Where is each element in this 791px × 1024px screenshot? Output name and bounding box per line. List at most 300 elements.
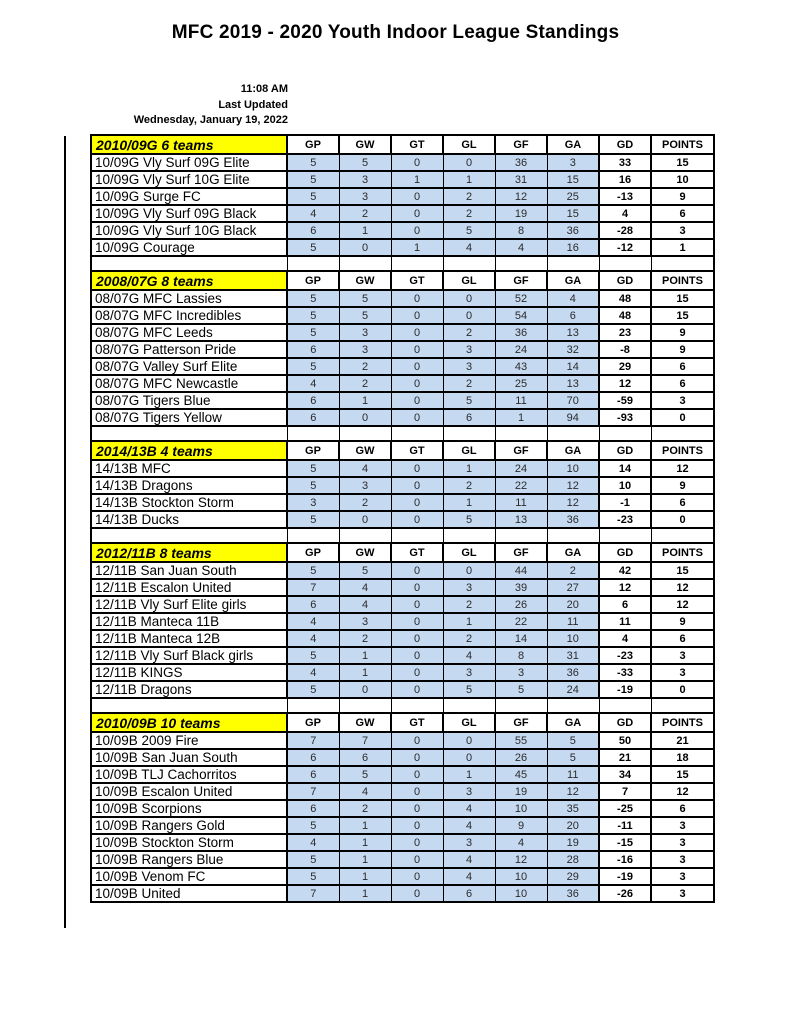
standings-table [90, 542, 715, 699]
spacer-cell [495, 698, 547, 713]
spacer-cell [339, 528, 391, 543]
stat-cell: 4 [339, 460, 391, 477]
column-header: GD [599, 543, 651, 562]
stat-cell: 13 [547, 375, 599, 392]
gd-cell: 12 [599, 579, 651, 596]
points-cell: 3 [651, 222, 714, 239]
stat-cell: 94 [547, 409, 599, 426]
stat-cell: 15 [547, 205, 599, 222]
team-name-cell: 10/09G Vly Surf 10G Black [91, 222, 287, 239]
table-row [91, 749, 714, 766]
table-row [91, 800, 714, 817]
points-cell: 3 [651, 868, 714, 885]
spacer-cell [495, 256, 547, 271]
stat-cell: 3 [339, 477, 391, 494]
stat-cell: 14 [547, 358, 599, 375]
stat-cell: 3 [339, 188, 391, 205]
stat-cell: 4 [495, 239, 547, 256]
table-row [91, 732, 714, 749]
stat-cell: 70 [547, 392, 599, 409]
stat-cell: 25 [495, 375, 547, 392]
table-row [91, 596, 714, 613]
gd-cell: -23 [599, 647, 651, 664]
table-row [91, 664, 714, 681]
stat-cell: 27 [547, 579, 599, 596]
team-name-cell: 12/11B Manteca 12B [91, 630, 287, 647]
stat-cell: 0 [391, 358, 443, 375]
table-row [91, 409, 714, 426]
stat-cell: 6 [547, 307, 599, 324]
column-header: GD [599, 271, 651, 290]
gd-cell: 34 [599, 766, 651, 783]
points-cell: 3 [651, 392, 714, 409]
stat-cell: 1 [339, 392, 391, 409]
stat-cell: 0 [443, 732, 495, 749]
stat-cell: 3 [443, 358, 495, 375]
stat-cell: 0 [391, 613, 443, 630]
column-header: GT [391, 441, 443, 460]
stat-cell: 1 [339, 885, 391, 902]
stat-cell: 1 [339, 817, 391, 834]
column-header: POINTS [651, 543, 714, 562]
stat-cell: 0 [391, 409, 443, 426]
team-name-cell: 08/07G Tigers Blue [91, 392, 287, 409]
stat-cell: 5 [547, 732, 599, 749]
team-name-cell: 10/09G Vly Surf 09G Elite [91, 154, 287, 171]
stat-cell: 0 [443, 749, 495, 766]
table-row [91, 154, 714, 171]
stat-cell: 4 [287, 375, 339, 392]
table-row [91, 817, 714, 834]
column-header: GA [547, 135, 599, 154]
stat-cell: 5 [495, 681, 547, 698]
stat-cell: 0 [339, 511, 391, 528]
table-row [91, 358, 714, 375]
spacer-cell [339, 698, 391, 713]
column-header: GA [547, 543, 599, 562]
points-cell: 12 [651, 579, 714, 596]
stat-cell: 3 [339, 613, 391, 630]
stat-cell: 0 [391, 579, 443, 596]
stat-cell: 6 [287, 596, 339, 613]
team-name-cell: 12/11B Vly Surf Black girls [91, 647, 287, 664]
stat-cell: 5 [287, 647, 339, 664]
standings-table [90, 270, 715, 427]
points-cell: 15 [651, 307, 714, 324]
points-cell: 9 [651, 477, 714, 494]
column-header: POINTS [651, 713, 714, 732]
table-row [91, 766, 714, 783]
stat-cell: 1 [339, 834, 391, 851]
table-row [91, 375, 714, 392]
table-row [91, 511, 714, 528]
stat-cell: 2 [339, 630, 391, 647]
stat-cell: 12 [547, 494, 599, 511]
team-name-cell: 12/11B KINGS [91, 664, 287, 681]
stat-cell: 5 [287, 681, 339, 698]
spacer-cell [599, 698, 651, 713]
stat-cell: 10 [495, 885, 547, 902]
spacer-cell [391, 426, 443, 441]
column-header: GA [547, 713, 599, 732]
team-name-cell: 10/09G Courage [91, 239, 287, 256]
team-name-cell: 10/09B Venom FC [91, 868, 287, 885]
spacer-cell [495, 426, 547, 441]
table-row [91, 341, 714, 358]
spacer-cell [391, 698, 443, 713]
stat-cell: 0 [391, 222, 443, 239]
team-name-cell: 12/11B Escalon United [91, 579, 287, 596]
stat-cell: 0 [443, 290, 495, 307]
stat-cell: 3 [443, 834, 495, 851]
stat-cell: 0 [391, 341, 443, 358]
stat-cell: 3 [443, 783, 495, 800]
column-header: GF [495, 441, 547, 460]
points-cell: 15 [651, 562, 714, 579]
points-cell: 3 [651, 834, 714, 851]
stat-cell: 5 [287, 817, 339, 834]
stat-cell: 1 [495, 409, 547, 426]
stat-cell: 4 [287, 664, 339, 681]
gd-cell: 48 [599, 290, 651, 307]
stat-cell: 26 [495, 596, 547, 613]
gd-cell: 10 [599, 477, 651, 494]
stat-cell: 1 [443, 766, 495, 783]
gd-cell: 23 [599, 324, 651, 341]
gd-cell: 16 [599, 171, 651, 188]
stat-cell: 0 [443, 154, 495, 171]
spacer-row [91, 528, 714, 543]
stat-cell: 2 [443, 596, 495, 613]
points-cell: 6 [651, 494, 714, 511]
table-row [91, 460, 714, 477]
gd-cell: -23 [599, 511, 651, 528]
gd-cell: 7 [599, 783, 651, 800]
points-cell: 12 [651, 596, 714, 613]
table-heading: 2012/11B 8 teams [91, 543, 287, 562]
gd-cell: -11 [599, 817, 651, 834]
stat-cell: 6 [287, 409, 339, 426]
stat-cell: 20 [547, 596, 599, 613]
stat-cell: 32 [547, 341, 599, 358]
gd-cell: -19 [599, 868, 651, 885]
table-row [91, 630, 714, 647]
table-heading: 2010/09B 10 teams [91, 713, 287, 732]
stat-cell: 5 [339, 307, 391, 324]
stat-cell: 5 [443, 222, 495, 239]
stat-cell: 31 [495, 171, 547, 188]
spacer-cell [287, 698, 339, 713]
points-cell: 0 [651, 681, 714, 698]
team-name-cell: 08/07G MFC Incredibles [91, 307, 287, 324]
stat-cell: 45 [495, 766, 547, 783]
team-name-cell: 10/09G Vly Surf 10G Elite [91, 171, 287, 188]
table-row [91, 885, 714, 902]
stat-cell: 20 [547, 817, 599, 834]
standings-table [90, 712, 715, 903]
spacer-cell [339, 426, 391, 441]
stat-cell: 1 [339, 647, 391, 664]
stat-cell: 7 [287, 885, 339, 902]
points-cell: 3 [651, 647, 714, 664]
gd-cell: 14 [599, 460, 651, 477]
stat-cell: 5 [287, 358, 339, 375]
stat-cell: 6 [443, 885, 495, 902]
stat-cell: 6 [287, 341, 339, 358]
spacer-cell [651, 528, 714, 543]
stat-cell: 1 [339, 868, 391, 885]
spacer-cell [91, 698, 287, 713]
stat-cell: 6 [443, 409, 495, 426]
points-cell: 18 [651, 749, 714, 766]
header-row [91, 135, 714, 154]
points-cell: 6 [651, 630, 714, 647]
spacer-cell [547, 426, 599, 441]
table-row [91, 851, 714, 868]
team-name-cell: 08/07G Patterson Pride [91, 341, 287, 358]
spacer-cell [287, 256, 339, 271]
stat-cell: 0 [339, 409, 391, 426]
spacer-cell [91, 426, 287, 441]
spacer-cell [339, 256, 391, 271]
points-cell: 9 [651, 188, 714, 205]
points-cell: 6 [651, 205, 714, 222]
column-header: GF [495, 271, 547, 290]
points-cell: 6 [651, 358, 714, 375]
points-cell: 9 [651, 324, 714, 341]
stat-cell: 0 [339, 681, 391, 698]
update-date: Wednesday, January 19, 2022 [133, 114, 288, 126]
stat-cell: 26 [495, 749, 547, 766]
stat-cell: 11 [547, 613, 599, 630]
stat-cell: 3 [443, 579, 495, 596]
stat-cell: 5 [287, 460, 339, 477]
stat-cell: 12 [547, 477, 599, 494]
table-row [91, 171, 714, 188]
spacer-cell [651, 256, 714, 271]
stat-cell: 1 [339, 851, 391, 868]
team-name-cell: 10/09B Escalon United [91, 783, 287, 800]
stat-cell: 0 [391, 834, 443, 851]
table-row [91, 613, 714, 630]
column-header: GW [339, 543, 391, 562]
stat-cell: 52 [495, 290, 547, 307]
team-name-cell: 12/11B Dragons [91, 681, 287, 698]
stat-cell: 14 [495, 630, 547, 647]
table-row [91, 868, 714, 885]
gd-cell: -25 [599, 800, 651, 817]
stat-cell: 36 [547, 222, 599, 239]
gd-cell: -59 [599, 392, 651, 409]
table-row [91, 239, 714, 256]
header-row [91, 271, 714, 290]
stat-cell: 4 [443, 239, 495, 256]
column-header: GT [391, 271, 443, 290]
stat-cell: 24 [495, 341, 547, 358]
stat-cell: 2 [339, 494, 391, 511]
update-time: 11:08 AM [240, 83, 288, 95]
stat-cell: 1 [443, 494, 495, 511]
stat-cell: 4 [287, 834, 339, 851]
gd-cell: -93 [599, 409, 651, 426]
stat-cell: 1 [443, 171, 495, 188]
stat-cell: 4 [443, 868, 495, 885]
stat-cell: 0 [391, 681, 443, 698]
spacer-cell [391, 256, 443, 271]
points-cell: 12 [651, 460, 714, 477]
column-header: GT [391, 713, 443, 732]
gd-cell: -19 [599, 681, 651, 698]
team-name-cell: 10/09B 2009 Fire [91, 732, 287, 749]
stat-cell: 6 [287, 392, 339, 409]
gd-cell: -26 [599, 885, 651, 902]
stat-cell: 0 [443, 562, 495, 579]
stat-cell: 5 [287, 188, 339, 205]
spacer-cell [443, 426, 495, 441]
stat-cell: 25 [547, 188, 599, 205]
stat-cell: 3 [339, 171, 391, 188]
stat-cell: 0 [391, 460, 443, 477]
stat-cell: 4 [443, 647, 495, 664]
team-name-cell: 08/07G MFC Newcastle [91, 375, 287, 392]
column-header: GD [599, 713, 651, 732]
table-row [91, 494, 714, 511]
column-header: GL [443, 441, 495, 460]
spacer-cell [91, 528, 287, 543]
stat-cell: 39 [495, 579, 547, 596]
table-row [91, 647, 714, 664]
table-row [91, 222, 714, 239]
stat-cell: 0 [391, 664, 443, 681]
stat-cell: 1 [443, 460, 495, 477]
team-name-cell: 10/09G Vly Surf 09G Black [91, 205, 287, 222]
points-cell: 3 [651, 885, 714, 902]
stat-cell: 2 [443, 375, 495, 392]
stat-cell: 13 [495, 511, 547, 528]
stat-cell: 11 [495, 392, 547, 409]
stat-cell: 19 [495, 783, 547, 800]
gd-cell: -28 [599, 222, 651, 239]
team-name-cell: 10/09B Scorpions [91, 800, 287, 817]
standings-table [90, 134, 715, 257]
stat-cell: 10 [547, 460, 599, 477]
points-cell: 9 [651, 341, 714, 358]
table-row [91, 188, 714, 205]
gd-cell: 21 [599, 749, 651, 766]
team-name-cell: 14/13B Stockton Storm [91, 494, 287, 511]
column-header: GP [287, 713, 339, 732]
stat-cell: 11 [495, 494, 547, 511]
stat-cell: 1 [391, 171, 443, 188]
stat-cell: 2 [443, 205, 495, 222]
stat-cell: 10 [547, 630, 599, 647]
stat-cell: 3 [443, 664, 495, 681]
gd-cell: -33 [599, 664, 651, 681]
points-cell: 3 [651, 664, 714, 681]
stat-cell: 4 [443, 851, 495, 868]
team-name-cell: 14/13B MFC [91, 460, 287, 477]
stat-cell: 7 [287, 783, 339, 800]
gd-cell: 4 [599, 630, 651, 647]
stat-cell: 0 [391, 800, 443, 817]
stat-cell: 3 [339, 324, 391, 341]
table-heading: 2014/13B 4 teams [91, 441, 287, 460]
stat-cell: 4 [339, 579, 391, 596]
stat-cell: 2 [339, 205, 391, 222]
stat-cell: 0 [391, 307, 443, 324]
spacer-cell [443, 698, 495, 713]
column-header: GF [495, 713, 547, 732]
stat-cell: 5 [547, 749, 599, 766]
stat-cell: 1 [339, 664, 391, 681]
team-name-cell: 12/11B Manteca 11B [91, 613, 287, 630]
stat-cell: 2 [443, 324, 495, 341]
spacer-row [91, 426, 714, 441]
spacer-cell [495, 528, 547, 543]
stat-cell: 1 [443, 613, 495, 630]
gd-cell: 11 [599, 613, 651, 630]
stat-cell: 36 [547, 511, 599, 528]
stat-cell: 12 [495, 188, 547, 205]
gd-cell: 42 [599, 562, 651, 579]
stat-cell: 10 [495, 868, 547, 885]
stat-cell: 54 [495, 307, 547, 324]
gd-cell: 29 [599, 358, 651, 375]
stat-cell: 19 [495, 205, 547, 222]
stat-cell: 5 [287, 154, 339, 171]
stat-cell: 44 [495, 562, 547, 579]
team-name-cell: 08/07G Tigers Yellow [91, 409, 287, 426]
stat-cell: 0 [391, 885, 443, 902]
table-row [91, 290, 714, 307]
stat-cell: 7 [339, 732, 391, 749]
table-row [91, 562, 714, 579]
team-name-cell: 10/09B TLJ Cachorritos [91, 766, 287, 783]
spacer-cell [599, 256, 651, 271]
stat-cell: 5 [339, 154, 391, 171]
column-header: GL [443, 271, 495, 290]
stat-cell: 0 [391, 868, 443, 885]
column-header: GL [443, 135, 495, 154]
column-header: GP [287, 271, 339, 290]
column-header: POINTS [651, 271, 714, 290]
gd-cell: -15 [599, 834, 651, 851]
last-updated-block [90, 82, 288, 129]
points-cell: 0 [651, 511, 714, 528]
stat-cell: 0 [391, 562, 443, 579]
stat-cell: 0 [391, 392, 443, 409]
stat-cell: 4 [287, 205, 339, 222]
stat-cell: 10 [495, 800, 547, 817]
stat-cell: 29 [547, 868, 599, 885]
table-row [91, 477, 714, 494]
stat-cell: 36 [547, 664, 599, 681]
stat-cell: 12 [547, 783, 599, 800]
points-cell: 9 [651, 613, 714, 630]
gd-cell: 12 [599, 375, 651, 392]
points-cell: 6 [651, 375, 714, 392]
stat-cell: 6 [287, 766, 339, 783]
points-cell: 0 [651, 409, 714, 426]
stat-cell: 12 [495, 851, 547, 868]
left-margin-rule [64, 136, 66, 928]
stat-cell: 0 [391, 817, 443, 834]
points-cell: 3 [651, 851, 714, 868]
stat-cell: 0 [391, 749, 443, 766]
stat-cell: 22 [495, 613, 547, 630]
spacer-cell [651, 698, 714, 713]
update-label: Last Updated [218, 98, 288, 111]
